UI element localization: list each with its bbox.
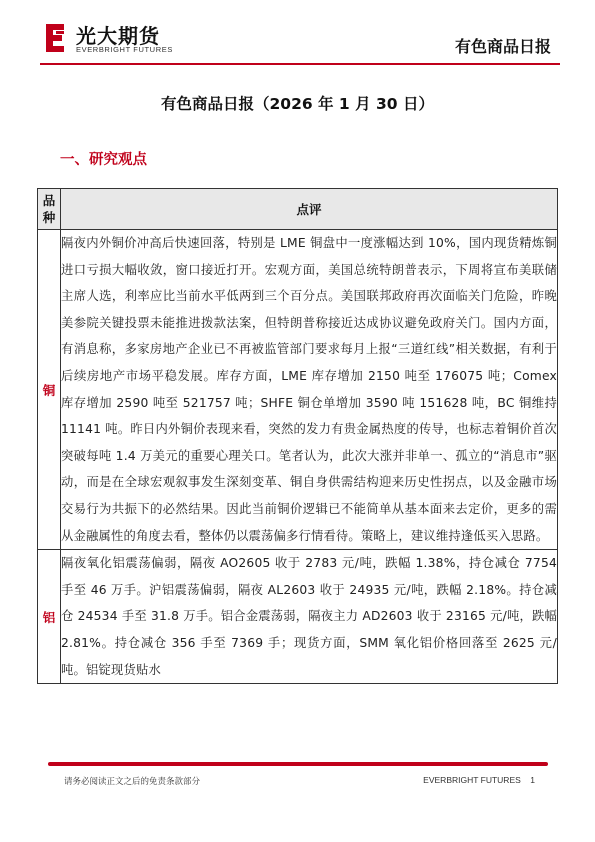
row-text-copper: 隔夜内外铜价冲高后快速回落，特别是 LME 铜盘中一度涨幅达到 10%，国内现货精炼铜进口亏损大幅收敛，窗口接近打开。宏观方面，美国总统特朗普表示，下周将宣布美联储主席人选，利率应比当前水平低两到三个百分点。美国联邦政府再次面临关门危险，昨晚美参院关键投票未能推进拨款法案，但特朗普称接近达成协议避免政府关门。国内方面，有消息称，多家房地产企业已不再被监管部门要求每月上报“三道红线”相关数据，有利于后续房地产市场平稳发展。库存方面，LME 库存增加 2150 吨至 176075 吨；Comex 库存增加 2590 吨至 521757 吨；SHFE 铜仓单增加 3590 吨 151628 吨，BC 铜维持 11141 吨。昨日内外铜价表现来看，突然的发力有贵金属热度的传导，也标志着铜价首次突破每吨 1.4 万美元的重要心理关口。笔者认为，此次大涨并非单一、孤立的“消息市”驱动，而是在全球宏观叙事发生深刻变革、铜自身供需结构迎来历史性拐点，以及金融市场交易行为共振下的必然结果。因此当前铜价逻辑已不能简单从基本面来去定价，更多的需从金融属性的角度去看，整体仍以震荡偏多行情看待。策略上，建议维持逢低买入思路。 (61, 230, 558, 550)
table-row-copper (38, 230, 558, 550)
page-header (0, 0, 595, 66)
table-header-row (38, 189, 558, 230)
footer-brand-page (423, 775, 535, 785)
column-header-review: 点评 (61, 189, 558, 230)
footer-divider (48, 762, 548, 766)
footer-disclaimer: 请务必阅读正文之后的免责条款部分 (64, 777, 201, 787)
document-title: 有色商品日报（2026 年 1 月 30 日） (161, 95, 434, 113)
footer-brand: EVERBRIGHT FUTURES (423, 775, 521, 785)
brand-name-cn: 光大期货 (76, 24, 160, 48)
research-table (37, 188, 558, 684)
section-title: 一、研究观点 (60, 152, 147, 168)
row-text-aluminum: 隔夜氧化铝震荡偏弱，隔夜 AO2605 收于 2783 元/吨，跌幅 1.38%，持仓减仓 7754 手至 46 万手。沪铝震荡偏弱，隔夜 AL2603 收于 24935 元/吨，跌幅 2.18%。持仓减仓 24534 手至 31.8 万手。铝合金震荡弱，隔夜主力 AD2603 收于 23165 元/吨，跌幅 2.81%。持仓减仓 356 手至 7369 手；现货方面，SMM 氧化铝价格回落至 2625 元/吨。铝锭现货贴水 (61, 550, 558, 684)
page-number: 1 (530, 775, 535, 785)
table-row-aluminum (38, 550, 558, 684)
report-name: 有色商品日报 (454, 37, 551, 56)
everbright-logo-icon (44, 22, 66, 54)
page-cut-mask (37, 745, 559, 763)
column-header-kind: 品种 (38, 189, 61, 230)
row-kind-copper: 铜 (38, 230, 61, 550)
row-kind-aluminum: 铝 (38, 550, 61, 684)
brand-name-en: EVERBRIGHT FUTURES (76, 45, 173, 54)
header-divider (40, 63, 560, 65)
